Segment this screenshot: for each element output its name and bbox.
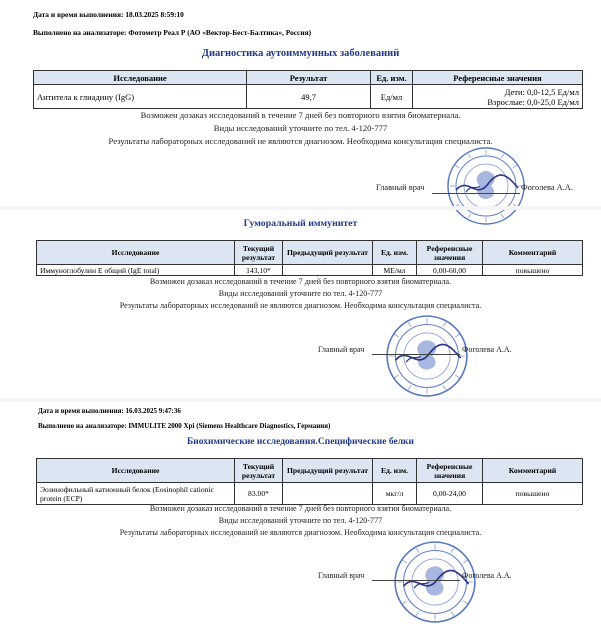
cell-comment: повышено — [483, 483, 583, 505]
col-header-previous: Предыдущий результат — [283, 241, 373, 265]
report1-note-disclaimer: Результаты лабораторных исследований не являются диагнозом. Необходима консультация специалиста. — [108, 136, 493, 146]
signature-line — [372, 580, 460, 581]
report3-note-disclaimer: Результаты лабораторных исследований не являются диагнозом. Необходима консультация специалиста. — [119, 528, 482, 537]
report3-note-phone: Виды исследований уточните по тел. 4-120-777 — [218, 516, 383, 525]
table-header-row — [34, 71, 583, 85]
table-row — [37, 483, 583, 505]
cell-result: 49,7 — [247, 85, 371, 109]
cell-previous — [283, 265, 373, 276]
col-header-reference: Референсные значения — [417, 459, 483, 483]
report3-results-table — [36, 458, 583, 505]
clinic-stamp-icon — [393, 540, 477, 624]
report1-note-phone: Виды исследований уточните по тел. 4-120-777 — [213, 123, 388, 133]
cell-test: Иммуноглобулин E общий (IgE total) — [37, 265, 235, 276]
report1-analyzer — [33, 28, 311, 37]
clinic-stamp-icon — [385, 314, 469, 398]
col-header-comment: Комментарий — [483, 241, 583, 265]
report3-doctor-name: Фоголева А.А. — [462, 571, 512, 580]
reference-adults: Взрослые: 0,0-25,0 Ед/мл — [487, 96, 579, 107]
analyzer-value: IMMULITE 2000 Xpi (Siemens Healthcare Diagnostics, Германия) — [128, 422, 331, 430]
cell-previous — [283, 483, 373, 505]
table-header-row — [37, 241, 583, 265]
date-value: 16.03.2025 9:47:36 — [125, 407, 181, 415]
report1-section-title: Диагностика аутоиммунных заболеваний — [201, 48, 400, 59]
report2-note-disclaimer: Результаты лабораторных исследований не являются диагнозом. Необходима консультация специалиста. — [119, 301, 482, 310]
report3-note-reorder: Возможен дозаказ исследований в течение 7 дней без повторного взятия биоматериала. — [149, 504, 452, 513]
report1-doctor-name: Фоголева А.А. — [521, 183, 573, 192]
table-row — [34, 85, 583, 109]
cell-unit: Ед/мл — [371, 85, 413, 109]
report3-analyzer — [38, 422, 330, 430]
cell-reference: 0,00-24,00 — [417, 483, 483, 505]
report2-doctor-label: Главный врач — [318, 345, 365, 354]
date-label: Дата и время выполнения: — [38, 407, 124, 415]
cell-comment: повышено — [483, 265, 583, 276]
date-value: 18.03.2025 8:59:10 — [125, 10, 184, 19]
analyzer-label: Выполнено на анализаторе: — [33, 28, 127, 37]
col-header-test: Исследование — [37, 459, 235, 483]
report3-date — [38, 407, 181, 415]
table-header-row — [37, 459, 583, 483]
table-row — [37, 265, 583, 276]
report1-doctor-label: Главный врач — [376, 183, 425, 192]
col-header-test: Исследование — [34, 71, 247, 85]
col-header-test: Исследование — [37, 241, 235, 265]
report2-note-reorder: Возможен дозаказ исследований в течение 7 дней без повторного взятия биоматериала. — [149, 277, 452, 286]
report3-doctor-label: Главный врач — [318, 571, 365, 580]
cell-reference: 0,00-60,00 — [417, 265, 483, 276]
col-header-unit: Ед. изм. — [371, 71, 413, 85]
col-header-previous: Предыдущий результат — [283, 459, 373, 483]
col-header-unit: Ед. изм. — [373, 459, 417, 483]
report1-results-table — [33, 70, 583, 109]
analyzer-value: Фотометр Реал Р (АО «Вектор-Бест-Балтика», Россия) — [128, 28, 312, 37]
col-header-result: Результат — [247, 71, 371, 85]
report2-doctor-name: Фоголева А.А. — [462, 345, 512, 354]
col-header-reference: Референсные значения — [417, 241, 483, 265]
cell-unit: МЕ/мл — [373, 265, 417, 276]
col-header-current: Текущий результат — [235, 459, 283, 483]
cell-reference — [413, 85, 583, 109]
col-header-comment: Комментарий — [483, 459, 583, 483]
signature-line — [432, 193, 520, 194]
page-divider — [0, 398, 601, 402]
cell-current: 143,10* — [235, 265, 283, 276]
clinic-stamp-icon — [446, 146, 526, 226]
report2-note-phone: Виды исследований уточните по тел. 4-120-777 — [218, 289, 383, 298]
report3-section-title: Биохимические исследования.Специфические белки — [187, 437, 414, 447]
cell-current: 83.00* — [235, 483, 283, 505]
col-header-reference: Референсные значения — [413, 71, 583, 85]
page-divider — [0, 206, 601, 210]
reference-children: Дети: 0,0-12,5 Ед/мл — [504, 86, 579, 97]
cell-test: Антитела к глиадину (IgG) — [34, 85, 247, 109]
col-header-unit: Ед. изм. — [373, 241, 417, 265]
report1-date — [33, 10, 184, 19]
cell-test: Эозинофильный катионный белок (Eosinophil cationic protein (ECP) — [37, 483, 235, 505]
signature-line — [372, 354, 460, 355]
report1-note-reorder: Возможен дозаказ исследований в течение 7 дней без повторного взятия биоматериала. — [140, 110, 461, 120]
report2-section-title: Гуморальный иммунитет — [243, 218, 358, 229]
col-header-current: Текущий результат — [235, 241, 283, 265]
cell-unit: мкг/л — [373, 483, 417, 505]
analyzer-label: Выполнено на анализаторе: — [38, 422, 127, 430]
date-label: Дата и время выполнения: — [33, 10, 124, 19]
report2-results-table — [36, 240, 583, 276]
